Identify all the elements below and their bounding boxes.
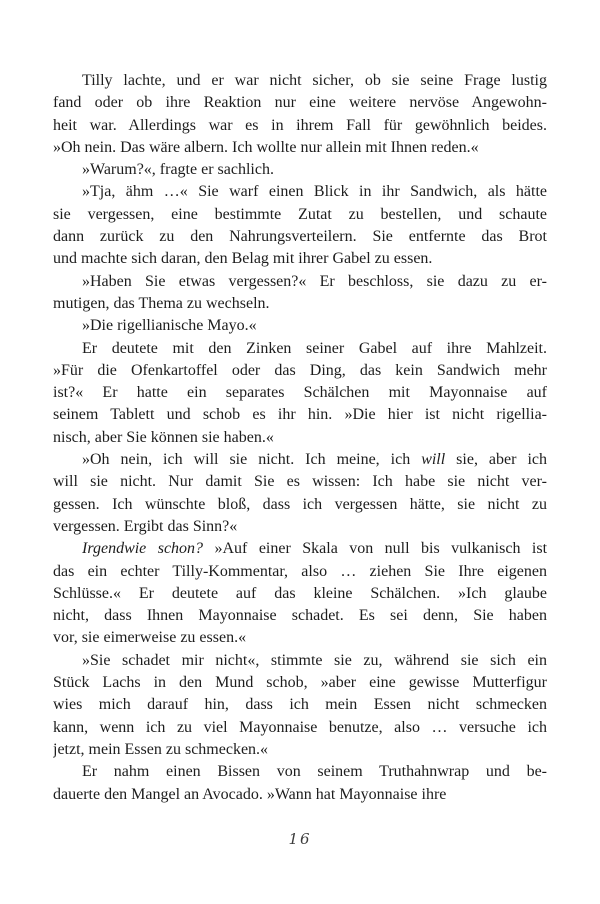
paragraph <box>53 70 547 159</box>
paragraph <box>53 449 547 538</box>
text-line: »Sie schadet mir nicht«, stimmte sie zu, während sie sich ein <box>82 651 547 669</box>
text-line: jetzt, mein Essen zu schmecken.« <box>53 740 269 758</box>
text-line: seinem Tablett und schob es ihr hin. »Die hier ist nicht rigellia- <box>53 406 547 424</box>
text-line: kann, wenn ich zu viel Mayonnaise benutze, also … versuche ich <box>53 718 547 736</box>
text-line: Er nahm einen Bissen von seinem Truthahnwrap und be- <box>82 763 547 781</box>
text-line: Schlüsse.« Er deutete auf das kleine Schälchen. »Ich glaube <box>53 584 547 602</box>
text-line: »Oh nein, ich will sie nicht. Ich meine, ich will sie, aber ich <box>82 451 547 469</box>
text-line: »Tja, ähm …« Sie warf einen Blick in ihr Sandwich, als hätte <box>82 183 547 201</box>
text-line: »Warum?«, fragte er sachlich. <box>82 161 274 179</box>
paragraph <box>53 761 547 806</box>
emphasis-text: will <box>421 451 446 469</box>
paragraph <box>53 315 547 337</box>
text-line: sie vergessen, eine bestimmte Zutat zu bestellen, und schaute <box>53 205 547 223</box>
text-line: dann zurück zu den Nahrungsverteilern. Sie entfernte das Brot <box>53 228 547 246</box>
text-line: »Die rigellianische Mayo.« <box>82 317 257 335</box>
paragraph <box>53 538 547 649</box>
text-line: nicht, dass Ihnen Mayonnaise schadet. Es sei denn, Sie haben <box>53 607 547 625</box>
text-line: Er deutete mit den Zinken seiner Gabel auf ihre Mahlzeit. <box>82 339 547 357</box>
text-line: dauerte den Mangel an Avocado. »Wann hat Mayonnaise ihre <box>53 785 447 803</box>
text-block <box>53 70 547 806</box>
text-line: gessen. Ich wünschte bloß, dass ich vergessen hätte, sie nicht zu <box>53 495 547 513</box>
paragraph <box>53 181 547 270</box>
text-line: ist?« Er hatte ein separates Schälchen mit Mayonnaise auf <box>53 384 547 402</box>
text-line: mutigen, das Thema zu wechseln. <box>53 294 270 312</box>
page-number: 16 <box>288 830 312 848</box>
text-line: vor, sie eimerweise zu essen.« <box>53 629 247 647</box>
text-line: wies mich darauf hin, dass ich mein Essen nicht schmecken <box>53 696 547 714</box>
text-line: »Oh nein. Das wäre albern. Ich wollte nur allein mit Ihnen reden.« <box>53 138 479 156</box>
text-line: und machte sich daran, den Belag mit ihrer Gabel zu essen. <box>53 250 433 268</box>
text-line: heit war. Allerdings war es in ihrem Fall für gewöhnlich beides. <box>53 116 547 134</box>
text-line: Stück Lachs in den Mund schob, »aber eine gewisse Mutterfigur <box>53 674 547 692</box>
paragraph <box>53 650 547 761</box>
paragraph <box>53 271 547 316</box>
text-line: »Haben Sie etwas vergessen?« Er beschloss, sie dazu zu er- <box>82 272 547 290</box>
text-line: Irgendwie schon? »Auf einer Skala von null bis vulkanisch ist <box>82 540 547 558</box>
paragraph <box>53 159 547 181</box>
text-line: vergessen. Ergibt das Sinn?« <box>53 517 238 535</box>
emphasis-text: Irgendwie schon? <box>82 540 204 558</box>
text-line: fand oder ob ihre Reaktion nur eine weitere nervöse Angewohn- <box>53 94 547 112</box>
paragraph <box>53 338 547 449</box>
text-line: das ein echter Tilly-Kommentar, also … ziehen Sie Ihre eigenen <box>53 562 547 580</box>
text-line: will sie nicht. Nur damit Sie es wissen: Ich habe sie nicht ver- <box>53 473 547 491</box>
text-line: Tilly lachte, und er war nicht sicher, ob sie seine Frage lustig <box>82 72 547 89</box>
text-line: »Für die Ofenkartoffel oder das Ding, das kein Sandwich mehr <box>53 361 547 379</box>
text-line: nisch, aber Sie können sie haben.« <box>53 428 274 446</box>
